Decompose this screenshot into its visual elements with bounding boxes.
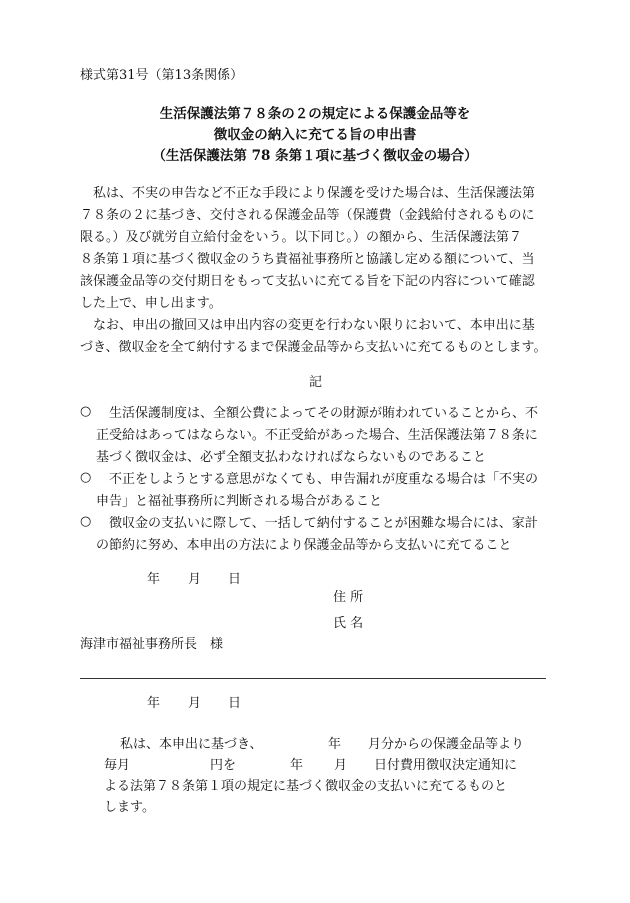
date-day-label: 日 — [228, 696, 242, 711]
office-line-1b: 年 — [328, 737, 342, 752]
office-line-2b: 円を — [210, 758, 237, 773]
date-month-label: 月 — [188, 572, 202, 587]
name-label: 氏 名 — [333, 616, 364, 631]
section-divider — [80, 678, 546, 679]
office-line-2e: 日付費用徴収決定通知に — [374, 758, 518, 773]
office-line-2a: 毎月 — [104, 758, 131, 773]
bullet-circle: ○ — [80, 470, 92, 485]
ki-heading: 記 — [309, 375, 323, 390]
date-year-label: 年 — [147, 696, 161, 711]
form-number: 様式第31号（第13条関係） — [80, 68, 244, 83]
date-year-label: 年 — [147, 572, 161, 587]
office-line-1c: 月分からの保護金品等より — [368, 737, 525, 752]
date-day-label: 日 — [228, 572, 242, 587]
bullet-circle: ○ — [80, 514, 92, 529]
office-line-2d: 月 — [334, 758, 348, 773]
title-line-2: 徴収金の納入に充てる旨の申出書 — [213, 127, 417, 143]
title-line-3: （生活保護法第 78 条第１項に基づく徴収金の場合） — [152, 148, 478, 164]
bullet-circle: ○ — [80, 404, 92, 419]
date-month-label: 月 — [188, 696, 202, 711]
title-line-1: 生活保護法第７８条の２の規定による保護金品等を — [159, 106, 471, 122]
office-line-1a: 私は、本申出に基づき、 — [120, 737, 263, 752]
addressee: 海津市福祉事務所長 様 — [80, 637, 224, 652]
office-line-4: します。 — [104, 800, 155, 815]
office-line-2c: 年 — [290, 758, 304, 773]
office-line-3: よる法第７８条第１項の規定に基づく徴収金の支払いに充てるものと — [104, 779, 508, 794]
address-label: 住 所 — [333, 590, 364, 605]
